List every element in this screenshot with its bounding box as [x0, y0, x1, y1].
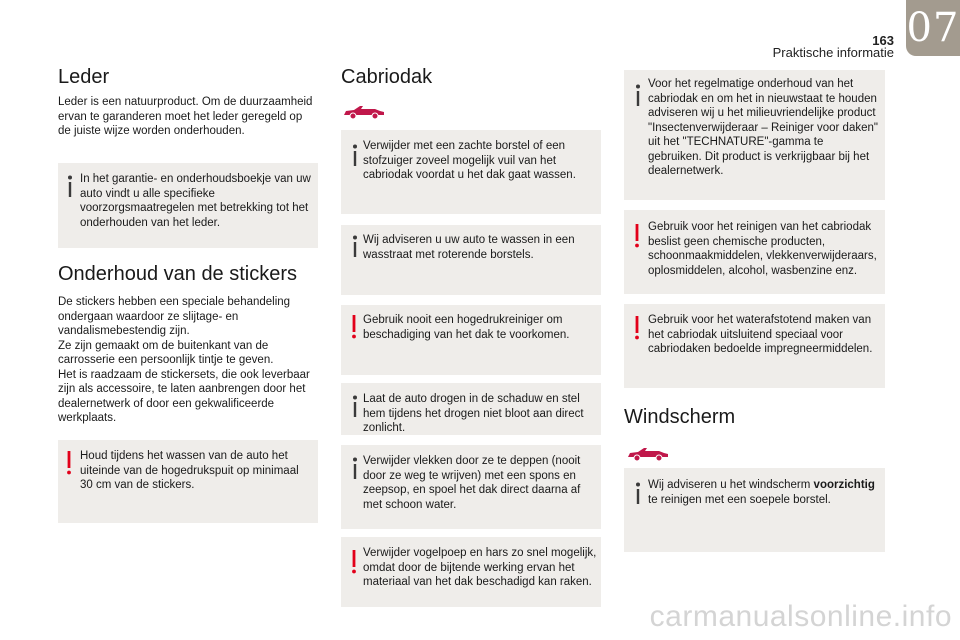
cabriodak-box-6-text: Verwijder vogelpoep en hars zo snel mogelijk, omdat door de bijtende werking ervan het materiaal van het dak beschadigd kan raken. [363, 547, 597, 588]
leder-text: Leder is een natuurproduct. Om de duurzaamheid ervan te garanderen moet het leder geregeld op de juiste wijze worden onderhouden. [58, 96, 313, 137]
windscherm-info-text [648, 478, 882, 507]
page-number: 163 [872, 33, 894, 48]
info-icon [65, 175, 75, 197]
cabriodak-box-6 [341, 537, 601, 607]
leder-info-box [58, 163, 318, 248]
warning-icon [633, 224, 641, 248]
chemicals-warning-box [624, 210, 885, 294]
section-label: Praktische informatie [772, 45, 894, 60]
windscherm-title: Windscherm [624, 406, 736, 428]
warning-icon [633, 316, 641, 340]
stickers-warning-box [58, 440, 318, 523]
stickers-warning-text: Houd tijdens het wassen van de auto het uiteinde van de hogedrukspuit op minimaal 30 cm van de stickers. [80, 450, 299, 491]
impregnation-warning-box [624, 304, 885, 388]
maintenance-info-text: Voor het regelmatige onderhoud van het cabriodak en om het in nieuwstaat te houden adviseren wij u het milieuvriendelijke product "Insectenverwijderaar – Reiniger voor daken" uit het "TECHNATURE"-gamma te gebruiken. Dit product is verkrijgbaar bij het dealernetwerk. [648, 78, 878, 177]
cabriodak-box-4 [341, 383, 601, 435]
cabriodak-box-4-text: Laat de auto drogen in de schaduw en stel hem tijdens het drogen niet bloot aan direct zonlicht. [363, 393, 584, 434]
cabriodak-box-5-text: Verwijder vlekken door ze te deppen (nooit door ze weg te wrijven) met een spons en zeepsop, en spoel het dak direct daarna af met schoon water. [363, 455, 581, 511]
windscherm-text-b: te reinigen met een soepele borstel. [648, 493, 831, 506]
cabrio-car-icon [342, 100, 386, 122]
cabriodak-box-3-text: Gebruik nooit een hogedrukreiniger om beschadiging van het dak te voorkomen. [363, 314, 570, 341]
info-icon [350, 395, 360, 417]
watermark: carmanualsonline.info [649, 600, 952, 633]
cabriodak-title: Cabriodak [341, 66, 433, 88]
cabriodak-box-2 [341, 225, 601, 295]
cabriodak-box-5 [341, 445, 601, 529]
warning-icon [350, 315, 358, 339]
chemicals-warning-text: Gebruik voor het reinigen van het cabriodak beslist geen chemische producten, schoonmaakmiddelen, vlekkenverwijderaars, oplosmiddelen, alcohol, wasbenzine enz. [648, 221, 877, 277]
warning-icon [65, 451, 73, 475]
leder-title: Leder [58, 66, 110, 88]
info-icon [633, 84, 643, 106]
stickers-title: Onderhoud van de stickers [58, 263, 298, 285]
info-icon [350, 235, 360, 257]
warning-icon [350, 550, 358, 574]
cabriodak-box-2-text: Wij adviseren u uw auto te wassen in een wasstraat met roterende borstels. [363, 234, 575, 261]
chapter-tab: 07 [906, 0, 960, 56]
cabriodak-box-3 [341, 305, 601, 375]
info-icon [350, 144, 360, 166]
windscherm-text-bold: voorzichtig [813, 479, 875, 491]
cabrio-car-icon [626, 442, 670, 464]
info-icon [633, 482, 643, 504]
impregnation-warning-text: Gebruik voor het waterafstotend maken van het cabriodak uitsluitend speciaal voor cabriodaken bedoelde impregneermiddelen. [648, 314, 873, 355]
leder-info-text: In het garantie- en onderhoudsboekje van uw auto vindt u alle specifieke voorzorgsmaatregelen met betrekking tot het onderhouden van het leder. [80, 173, 311, 229]
cabriodak-box-1-text: Verwijder met een zachte borstel of een stofzuiger zoveel mogelijk vuil van het cabriodak voordat u het dak gaat wassen. [363, 140, 576, 181]
maintenance-info-box [624, 70, 885, 200]
windscherm-text-a: Wij adviseren u het windscherm [648, 479, 814, 491]
cabriodak-box-1 [341, 130, 601, 214]
stickers-text: De stickers hebben een speciale behandeling ondergaan waardoor ze slijtage- en vandalismebestendig zijn. Ze zijn gemaakt om de buitenkant van de carrosserie een persoonlijk tintje te geven. Het is raadzaam de stickersets, die ook leverbaar zijn als accessoire, te laten aanbrengen door het dealernetwerk of door een gekwalificeerde werkplaats. [58, 296, 310, 424]
windscherm-info-box [624, 468, 885, 552]
info-icon [350, 457, 360, 479]
